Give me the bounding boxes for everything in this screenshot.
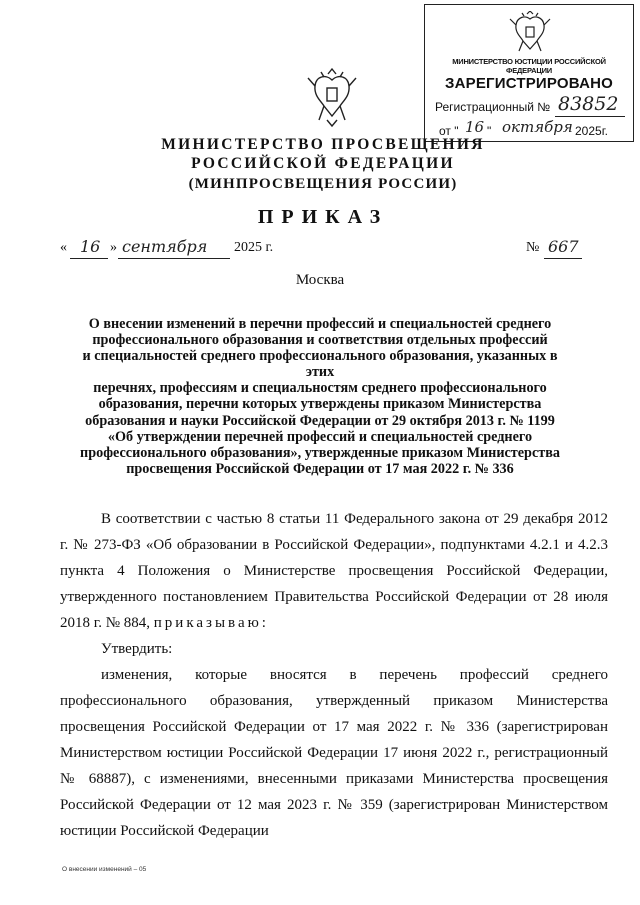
stamp-org-name: МИНИСТЕРСТВО ЮСТИЦИИ РОССИЙСКОЙ ФЕДЕРАЦИИ <box>452 57 606 75</box>
page-footer: О внесении изменений – 05 <box>62 866 147 873</box>
order-month: сентября <box>122 237 208 256</box>
body-paragraph-basis <box>60 506 608 636</box>
basis-text: В соответствии с частью 8 статьи 11 Федерального закона от 29 декабря 2012 г. № 273-ФЗ «Об образовании в Российской Федерации», подпунктами 4.2.1 и 4.2.3 пункта 4 Положения о Министерстве просвещения Российской Федерации, утвержденного постановлением Правительства Российской Федерации от 28 июля 2018 г. № 884, <box>60 511 608 631</box>
day-underline <box>70 258 108 259</box>
heading-line: профессионального образования», утвержденные приказом Министерства <box>80 444 560 461</box>
ministry-name <box>150 135 496 173</box>
body-paragraph-approve: Утвердить: <box>101 641 173 657</box>
heading-line: образования и науки Российской Федерации от 29 октября 2013 г. № 1199 <box>85 412 555 429</box>
document-type: ПРИКАЗ <box>257 206 389 228</box>
stamp-date-sep: " <box>487 124 492 138</box>
stamp-registered-label: ЗАРЕГИСТРИРОВАНО <box>444 75 614 92</box>
stamp-number-label: Регистрационный № <box>435 100 551 114</box>
month-underline <box>118 258 230 259</box>
number-underline <box>544 258 582 259</box>
order-number-label: № <box>526 240 540 255</box>
heading-line: О внесении изменений в перечни профессий и специальностей среднего <box>88 316 552 332</box>
order-date-row <box>58 237 588 264</box>
order-day: 16 <box>80 237 101 256</box>
registration-stamp <box>424 4 634 142</box>
stamp-date-day: 16 <box>465 118 485 136</box>
ministry-short-name: (МИНПРОСВЕЩЕНИЯ РОССИИ) <box>188 176 458 192</box>
heading-line: «Об утверждении перечней профессий и специальностей среднего <box>107 428 533 445</box>
order-city: Москва <box>295 272 345 288</box>
date-quote-close: » <box>110 240 117 255</box>
body-paragraph-changes: изменения, которые вносятся в перечень профессий среднего профессионального образования, утвержденный приказом Министерства просвещения Российской Федерации от 17 мая 2022 г. № 336 (зарегистрирован Министерством юстиции Российской Федерации 17 июня 2022 г., регистрационный № 68887), с изменениями, внесенными приказами Министерства просвещения Российской Федерации от 12 мая 2023 г. № 359 (зарегистрирован Министерством юстиции Российской Федерации <box>60 667 608 839</box>
coat-of-arms-icon <box>305 68 359 128</box>
order-year: 2025 г. <box>234 240 274 255</box>
heading-line: и специальностей среднего профессионального образования, указанных в этих <box>82 348 558 381</box>
coat-of-arms-icon <box>507 11 553 55</box>
stamp-date-year: 2025г. <box>575 124 608 138</box>
stamp-date-month: октября <box>502 118 573 136</box>
heading-line: просвещения Российской Федерации от 17 мая 2022 г. № 336 <box>126 460 514 477</box>
ministry-name-line2: РОССИЙСКОЙ ФЕДЕРАЦИИ <box>191 155 455 172</box>
order-verb: приказываю: <box>153 615 269 631</box>
stamp-number-value: 83852 <box>558 93 619 115</box>
heading-line: образования, перечни которых утверждены приказом Министерства <box>98 396 542 413</box>
stamp-number-underline <box>555 116 625 117</box>
date-quote-open: « <box>60 240 67 255</box>
order-body <box>60 506 608 844</box>
order-heading <box>70 316 570 477</box>
heading-line: перечнях, профессиям и специальностям среднего профессионального <box>93 380 547 397</box>
heading-line: профессионального образования и соответствия отдельных профессий <box>92 332 548 349</box>
stamp-date-prefix: от " <box>439 124 459 138</box>
order-number: 667 <box>548 237 579 256</box>
ministry-name-line1: МИНИСТЕРСТВО ПРОСВЕЩЕНИЯ <box>161 136 485 153</box>
